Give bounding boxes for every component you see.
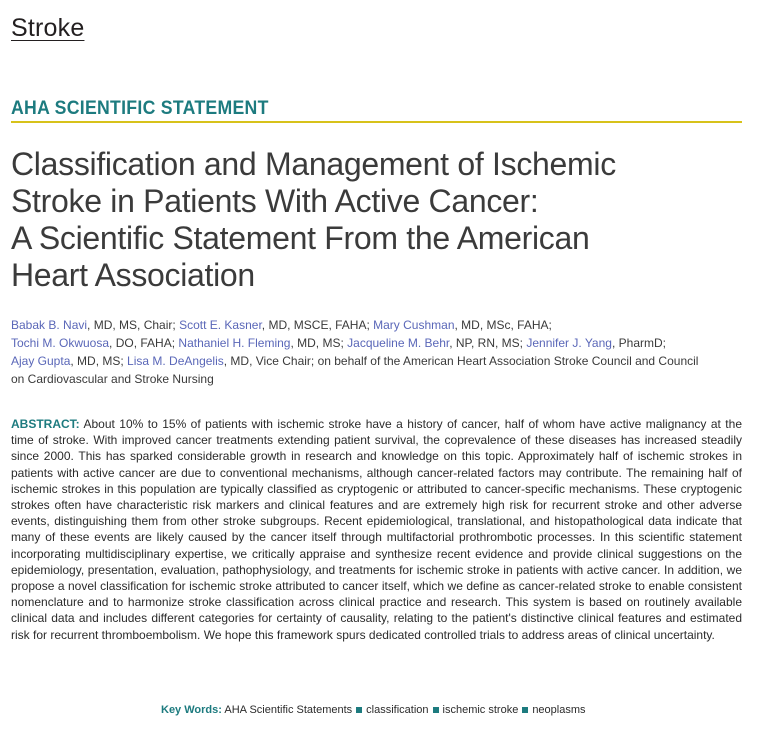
author-degrees: , MD, MSCE, FAHA; — [261, 318, 374, 332]
author-degrees: , MD, Vice Chair; on behalf of the American Heart Association Stroke Council and Council — [223, 354, 699, 368]
author-degrees: , MD, MS; — [290, 336, 348, 350]
author-link[interactable]: Mary Cushman — [373, 318, 455, 332]
author-list — [11, 316, 746, 388]
author-link[interactable]: Babak B. Navi — [11, 318, 88, 332]
author-degrees: , MD, MSc, FAHA; — [454, 318, 552, 332]
abstract-label: ABSTRACT: — [11, 417, 80, 431]
abstract-text: About 10% to 15% of patients with ischemic stroke have a history of cancer, half of whom have active malignancy at the time of stroke. With improved cancer treatments extending patient survival, the coprevalence of these diseases has increased steadily since 2000. This has sparked considerable growth in research and knowledge on this topic. Approximately half of ischemic strokes in patients with active cancer are due to conventional mechanisms, although cancer-related factors may contribute. The remaining half of ischemic strokes in this population are typically classified as cryptogenic or attributed to cancer-specific mechanisms. These cryptogenic strokes often have characteristic risk markers and clinical features and are extremely high risk for recurrent stroke and other adverse events, distinguishing them from other stroke subgroups. Recent epidemiological, translational, and histopathological data indicate that many of these events are likely caused by the cancer itself through multifactorial prothrombotic processes. In this scientific statement incorporating multidisciplinary expertise, we critically appraise and synthesize recent evidence and provide clinical suggestions on the epidemiology, presentation, evaluation, pathophysiology, and treatments for ischemic stroke in patients with active cancer. In addition, we propose a novel classification for ischemic stroke attributed to cancer itself, which we define as cancer-related stroke to enable consistent nomenclature and to harmonize stroke classification across clinical practice and research. This system is based on routinely available clinical data and includes different categories for certainty of causality, relating to the patient's distinctive clinical features and estimated risk for recurrent thromboembolism. We hope this framework spurs dedicated controlled trials to address areas of clinical uncertainty. — [11, 417, 742, 642]
square-bullet-icon — [522, 707, 528, 713]
title-line: Classification and Management of Ischemic — [11, 146, 616, 182]
square-bullet-icon — [433, 707, 439, 713]
author-link[interactable]: Tochi M. Okwuosa — [11, 336, 110, 350]
author-line — [11, 316, 746, 334]
author-link[interactable]: Lisa M. DeAngelis — [127, 354, 224, 368]
author-link[interactable]: Ajay Gupta — [11, 354, 71, 368]
square-bullet-icon — [356, 707, 362, 713]
keyword[interactable]: neoplasms — [532, 704, 586, 716]
author-line — [11, 334, 746, 352]
abstract — [11, 416, 742, 643]
keyword[interactable]: AHA Scientific Statements — [224, 704, 353, 716]
keywords-label: Key Words: — [161, 704, 222, 716]
author-link[interactable]: Jennifer J. Yang — [526, 336, 612, 350]
author-degrees: , DO, FAHA; — [109, 336, 179, 350]
author-line: on Cardiovascular and Stroke Nursing — [11, 372, 214, 386]
keyword[interactable]: classification — [366, 704, 429, 716]
author-line — [11, 352, 746, 370]
author-degrees: , MD, MS; — [70, 354, 128, 368]
author-link[interactable]: Jacqueline M. Behr — [347, 336, 450, 350]
journal-name[interactable]: Stroke — [11, 14, 85, 42]
author-link[interactable]: Nathaniel H. Fleming — [178, 336, 291, 350]
section-label: AHA SCIENTIFIC STATEMENT — [11, 98, 269, 119]
keyword[interactable]: ischemic stroke — [442, 704, 519, 716]
keywords — [161, 704, 586, 716]
author-link[interactable]: Scott E. Kasner — [179, 318, 262, 332]
title-line: Heart Association — [11, 257, 255, 293]
section-rule — [11, 121, 742, 123]
title-line: A Scientific Statement From the American — [11, 220, 590, 256]
article-title — [11, 146, 741, 294]
author-degrees: , NP, RN, MS; — [449, 336, 527, 350]
author-degrees: , MD, MS, Chair; — [87, 318, 180, 332]
title-line: Stroke in Patients With Active Cancer: — [11, 183, 539, 219]
author-degrees: , PharmD; — [611, 336, 666, 350]
